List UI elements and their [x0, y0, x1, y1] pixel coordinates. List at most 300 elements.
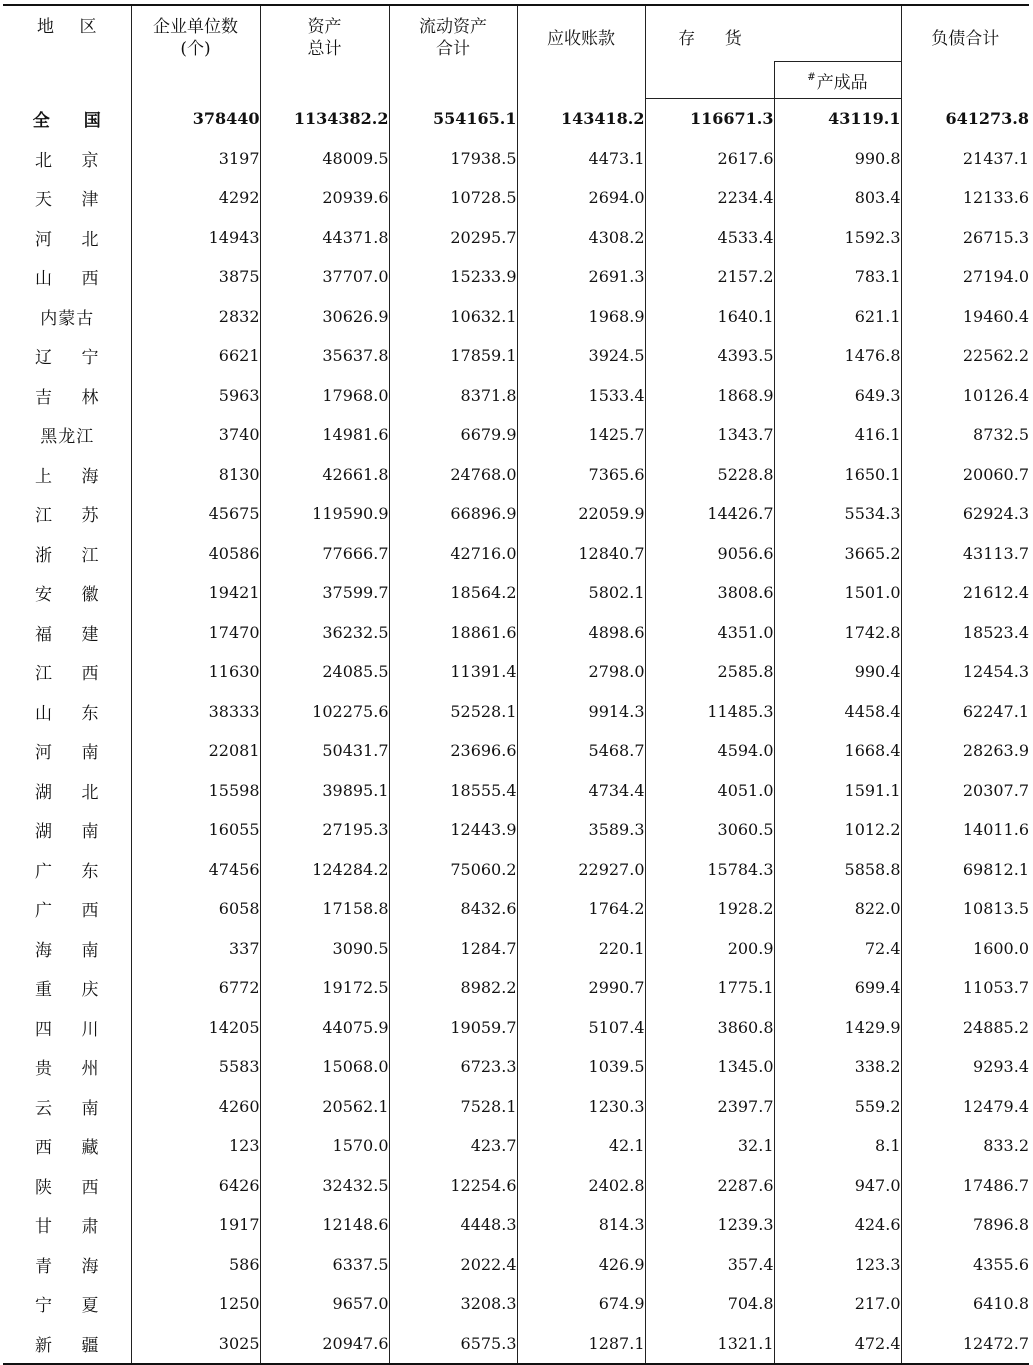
cell-region: 湖 北	[3, 771, 131, 811]
cell-assets: 20562.1	[260, 1087, 389, 1127]
cell-finished-goods: 621.1	[774, 297, 901, 337]
cell-assets: 20939.6	[260, 178, 389, 218]
cell-assets: 48009.5	[260, 139, 389, 179]
table-row	[3, 494, 1029, 534]
cell-assets: 77666.7	[260, 534, 389, 574]
cell-liabilities: 10126.4	[901, 376, 1029, 416]
cell-receivables: 22059.9	[517, 494, 645, 534]
cell-assets: 12148.6	[260, 1205, 389, 1245]
cell-finished-goods: 559.2	[774, 1087, 901, 1127]
cell-current-assets: 19059.7	[389, 1008, 517, 1048]
cell-receivables: 3589.3	[517, 810, 645, 850]
table-row	[3, 1047, 1029, 1087]
cell-inventory: 32.1	[645, 1126, 774, 1166]
cell-finished-goods: 3665.2	[774, 534, 901, 574]
cell-inventory: 3860.8	[645, 1008, 774, 1048]
cell-units: 3740	[131, 415, 260, 455]
cell-finished-goods: 123.3	[774, 1245, 901, 1285]
cell-current-assets: 52528.1	[389, 692, 517, 732]
table-row	[3, 731, 1029, 771]
cell-finished-goods: 1591.1	[774, 771, 901, 811]
cell-assets: 37707.0	[260, 257, 389, 297]
table-row	[3, 692, 1029, 732]
cell-current-assets: 6575.3	[389, 1324, 517, 1365]
cell-liabilities: 9293.4	[901, 1047, 1029, 1087]
table-row	[3, 573, 1029, 613]
cell-current-assets: 18861.6	[389, 613, 517, 653]
cell-finished-goods: 947.0	[774, 1166, 901, 1206]
cell-finished-goods: 783.1	[774, 257, 901, 297]
cell-liabilities: 20060.7	[901, 455, 1029, 495]
cell-liabilities: 28263.9	[901, 731, 1029, 771]
cell-units: 6058	[131, 889, 260, 929]
cell-finished-goods: 1501.0	[774, 573, 901, 613]
cell-assets: 20947.6	[260, 1324, 389, 1365]
cell-receivables: 4734.4	[517, 771, 645, 811]
header-region-label: 地 区	[37, 17, 107, 37]
cell-current-assets: 18564.2	[389, 573, 517, 613]
cell-finished-goods: 72.4	[774, 929, 901, 969]
cell-units: 6426	[131, 1166, 260, 1206]
cell-units: 15598	[131, 771, 260, 811]
cell-units: 22081	[131, 731, 260, 771]
table-row	[3, 534, 1029, 574]
cell-inventory: 2585.8	[645, 652, 774, 692]
cell-receivables: 5468.7	[517, 731, 645, 771]
table-row	[3, 889, 1029, 929]
table-row	[3, 652, 1029, 692]
cell-finished-goods: 990.4	[774, 652, 901, 692]
cell-receivables: 3924.5	[517, 336, 645, 376]
cell-liabilities: 4355.6	[901, 1245, 1029, 1285]
cell-liabilities: 14011.6	[901, 810, 1029, 850]
header-finished-goods-mark: #	[807, 71, 816, 83]
cell-receivables: 220.1	[517, 929, 645, 969]
cell-assets: 30626.9	[260, 297, 389, 337]
cell-receivables: 2694.0	[517, 178, 645, 218]
cell-finished-goods: 990.8	[774, 139, 901, 179]
table-body	[3, 99, 1029, 1365]
header-liabilities	[901, 5, 1029, 99]
cell-assets: 17968.0	[260, 376, 389, 416]
cell-assets: 102275.6	[260, 692, 389, 732]
cell-assets: 50431.7	[260, 731, 389, 771]
cell-finished-goods: 822.0	[774, 889, 901, 929]
cell-liabilities: 21612.4	[901, 573, 1029, 613]
table-row	[3, 336, 1029, 376]
table-row	[3, 376, 1029, 416]
cell-region: 河 南	[3, 731, 131, 771]
cell-region: 天 津	[3, 178, 131, 218]
cell-liabilities: 17486.7	[901, 1166, 1029, 1206]
cell-finished-goods: 5858.8	[774, 850, 901, 890]
cell-assets: 15068.0	[260, 1047, 389, 1087]
table-row	[3, 850, 1029, 890]
cell-units: 14943	[131, 218, 260, 258]
cell-region: 陕 西	[3, 1166, 131, 1206]
cell-assets: 124284.2	[260, 850, 389, 890]
cell-liabilities: 8732.5	[901, 415, 1029, 455]
table-row	[3, 218, 1029, 258]
cell-region: 上 海	[3, 455, 131, 495]
cell-units: 16055	[131, 810, 260, 850]
cell-inventory: 1868.9	[645, 376, 774, 416]
header-region	[3, 5, 131, 99]
cell-finished-goods: 8.1	[774, 1126, 901, 1166]
cell-assets: 32432.5	[260, 1166, 389, 1206]
cell-inventory: 2157.2	[645, 257, 774, 297]
cell-current-assets: 6723.3	[389, 1047, 517, 1087]
cell-region: 云 南	[3, 1087, 131, 1127]
cell-region: 内蒙古	[3, 297, 131, 337]
cell-finished-goods: 649.3	[774, 376, 901, 416]
cell-liabilities: 27194.0	[901, 257, 1029, 297]
cell-finished-goods: 4458.4	[774, 692, 901, 732]
header-assets-line1: 资产	[307, 17, 342, 37]
cell-assets: 3090.5	[260, 929, 389, 969]
cell-finished-goods: 416.1	[774, 415, 901, 455]
table-row	[3, 415, 1029, 455]
cell-inventory: 9056.6	[645, 534, 774, 574]
cell-units: 4260	[131, 1087, 260, 1127]
cell-region: 甘 肃	[3, 1205, 131, 1245]
cell-units: 1917	[131, 1205, 260, 1245]
cell-receivables: 12840.7	[517, 534, 645, 574]
cell-liabilities: 62247.1	[901, 692, 1029, 732]
header-receivables	[517, 5, 645, 99]
header-liabilities-label: 负债合计	[931, 29, 1000, 49]
cell-assets: 35637.8	[260, 336, 389, 376]
cell-current-assets: 75060.2	[389, 850, 517, 890]
cell-inventory: 4051.0	[645, 771, 774, 811]
cell-region: 新 疆	[3, 1324, 131, 1365]
cell-units: 6772	[131, 968, 260, 1008]
cell-liabilities: 22562.2	[901, 336, 1029, 376]
cell-units: 378440	[131, 99, 260, 139]
cell-region: 江 西	[3, 652, 131, 692]
cell-region: 贵 州	[3, 1047, 131, 1087]
cell-inventory: 1345.0	[645, 1047, 774, 1087]
table-row	[3, 455, 1029, 495]
cell-region: 福 建	[3, 613, 131, 653]
table-row	[3, 929, 1029, 969]
cell-current-assets: 11391.4	[389, 652, 517, 692]
cell-region: 重 庆	[3, 968, 131, 1008]
cell-inventory: 3060.5	[645, 810, 774, 850]
cell-current-assets: 6679.9	[389, 415, 517, 455]
cell-inventory: 2287.6	[645, 1166, 774, 1206]
cell-units: 8130	[131, 455, 260, 495]
cell-assets: 44371.8	[260, 218, 389, 258]
cell-current-assets: 7528.1	[389, 1087, 517, 1127]
header-assets	[260, 5, 389, 99]
cell-units: 14205	[131, 1008, 260, 1048]
cell-units: 4292	[131, 178, 260, 218]
cell-assets: 27195.3	[260, 810, 389, 850]
cell-finished-goods: 5534.3	[774, 494, 901, 534]
table-row	[3, 139, 1029, 179]
cell-receivables: 1230.3	[517, 1087, 645, 1127]
cell-inventory: 4393.5	[645, 336, 774, 376]
cell-inventory: 4533.4	[645, 218, 774, 258]
cell-receivables: 1287.1	[517, 1324, 645, 1365]
cell-region: 河 北	[3, 218, 131, 258]
cell-receivables: 4473.1	[517, 139, 645, 179]
cell-units: 17470	[131, 613, 260, 653]
cell-units: 1250	[131, 1284, 260, 1324]
table-row	[3, 297, 1029, 337]
cell-assets: 17158.8	[260, 889, 389, 929]
cell-liabilities: 62924.3	[901, 494, 1029, 534]
cell-region: 黑龙江	[3, 415, 131, 455]
table-row-total	[3, 99, 1029, 139]
cell-inventory: 2397.7	[645, 1087, 774, 1127]
cell-units: 47456	[131, 850, 260, 890]
cell-liabilities: 12454.3	[901, 652, 1029, 692]
cell-liabilities: 12133.6	[901, 178, 1029, 218]
cell-receivables: 1533.4	[517, 376, 645, 416]
header-units	[131, 5, 260, 99]
cell-inventory: 1239.3	[645, 1205, 774, 1245]
cell-units: 38333	[131, 692, 260, 732]
cell-units: 586	[131, 1245, 260, 1285]
table-row	[3, 810, 1029, 850]
cell-liabilities: 18523.4	[901, 613, 1029, 653]
cell-region: 安 徽	[3, 573, 131, 613]
cell-inventory: 2234.4	[645, 178, 774, 218]
cell-receivables: 143418.2	[517, 99, 645, 139]
cell-inventory: 1343.7	[645, 415, 774, 455]
cell-finished-goods: 1429.9	[774, 1008, 901, 1048]
cell-current-assets: 42716.0	[389, 534, 517, 574]
cell-units: 3875	[131, 257, 260, 297]
cell-current-assets: 23696.6	[389, 731, 517, 771]
cell-current-assets: 423.7	[389, 1126, 517, 1166]
cell-liabilities: 7896.8	[901, 1205, 1029, 1245]
cell-finished-goods: 338.2	[774, 1047, 901, 1087]
cell-inventory: 4351.0	[645, 613, 774, 653]
header-units-line1: 企业单位数	[153, 17, 238, 37]
cell-units: 5583	[131, 1047, 260, 1087]
cell-finished-goods: 1476.8	[774, 336, 901, 376]
cell-finished-goods: 424.6	[774, 1205, 901, 1245]
cell-finished-goods: 1650.1	[774, 455, 901, 495]
cell-receivables: 1764.2	[517, 889, 645, 929]
cell-units: 2832	[131, 297, 260, 337]
table-row	[3, 1087, 1029, 1127]
cell-current-assets: 554165.1	[389, 99, 517, 139]
cell-current-assets: 1284.7	[389, 929, 517, 969]
header-current-assets	[389, 5, 517, 99]
cell-units: 19421	[131, 573, 260, 613]
header-current-assets-line1: 流动资产	[419, 17, 487, 37]
cell-region: 山 西	[3, 257, 131, 297]
cell-assets: 36232.5	[260, 613, 389, 653]
header-finished-goods-label: 产成品	[816, 72, 868, 93]
cell-region: 广 东	[3, 850, 131, 890]
table-row	[3, 771, 1029, 811]
cell-receivables: 814.3	[517, 1205, 645, 1245]
header-inventory-label: 存 货	[678, 29, 754, 49]
table-row	[3, 257, 1029, 297]
cell-region: 北 京	[3, 139, 131, 179]
cell-liabilities: 12472.7	[901, 1324, 1029, 1365]
cell-assets: 119590.9	[260, 494, 389, 534]
cell-inventory: 11485.3	[645, 692, 774, 732]
cell-current-assets: 12254.6	[389, 1166, 517, 1206]
cell-inventory: 1321.1	[645, 1324, 774, 1365]
cell-finished-goods: 803.4	[774, 178, 901, 218]
header-receivables-label: 应收账款	[547, 29, 615, 49]
cell-liabilities: 833.2	[901, 1126, 1029, 1166]
cell-current-assets: 8432.6	[389, 889, 517, 929]
table-row	[3, 1245, 1029, 1285]
cell-current-assets: 8371.8	[389, 376, 517, 416]
cell-current-assets: 8982.2	[389, 968, 517, 1008]
header-inventory-spacer	[645, 62, 774, 99]
header-assets-line2: 总计	[307, 39, 342, 59]
cell-region: 四 川	[3, 1008, 131, 1048]
cell-liabilities: 6410.8	[901, 1284, 1029, 1324]
cell-inventory: 200.9	[645, 929, 774, 969]
cell-current-assets: 12443.9	[389, 810, 517, 850]
cell-units: 45675	[131, 494, 260, 534]
cell-receivables: 2798.0	[517, 652, 645, 692]
header-units-line2: (个)	[180, 39, 211, 59]
cell-inventory: 357.4	[645, 1245, 774, 1285]
cell-inventory: 2617.6	[645, 139, 774, 179]
table-row	[3, 1284, 1029, 1324]
cell-assets: 44075.9	[260, 1008, 389, 1048]
cell-receivables: 2402.8	[517, 1166, 645, 1206]
cell-assets: 6337.5	[260, 1245, 389, 1285]
cell-inventory: 116671.3	[645, 99, 774, 139]
cell-inventory: 5228.8	[645, 455, 774, 495]
cell-region: 西 藏	[3, 1126, 131, 1166]
cell-assets: 24085.5	[260, 652, 389, 692]
cell-finished-goods: 699.4	[774, 968, 901, 1008]
cell-inventory: 15784.3	[645, 850, 774, 890]
cell-region: 吉 林	[3, 376, 131, 416]
table-row	[3, 1008, 1029, 1048]
cell-units: 337	[131, 929, 260, 969]
regional-enterprise-table	[3, 4, 1029, 1365]
cell-receivables: 4308.2	[517, 218, 645, 258]
cell-current-assets: 17938.5	[389, 139, 517, 179]
cell-region: 浙 江	[3, 534, 131, 574]
cell-receivables: 1425.7	[517, 415, 645, 455]
cell-finished-goods: 1742.8	[774, 613, 901, 653]
cell-current-assets: 3208.3	[389, 1284, 517, 1324]
table-row	[3, 1166, 1029, 1206]
cell-current-assets: 18555.4	[389, 771, 517, 811]
cell-receivables: 426.9	[517, 1245, 645, 1285]
cell-receivables: 1968.9	[517, 297, 645, 337]
cell-units: 11630	[131, 652, 260, 692]
header-current-assets-line2: 合计	[436, 39, 470, 59]
cell-region: 广 西	[3, 889, 131, 929]
cell-receivables: 5802.1	[517, 573, 645, 613]
cell-finished-goods: 1668.4	[774, 731, 901, 771]
cell-receivables: 7365.6	[517, 455, 645, 495]
cell-region: 山 东	[3, 692, 131, 732]
cell-finished-goods: 1592.3	[774, 218, 901, 258]
cell-current-assets: 2022.4	[389, 1245, 517, 1285]
cell-region: 青 海	[3, 1245, 131, 1285]
cell-units: 6621	[131, 336, 260, 376]
header-finished-goods	[774, 62, 901, 99]
cell-units: 40586	[131, 534, 260, 574]
cell-current-assets: 4448.3	[389, 1205, 517, 1245]
cell-finished-goods: 472.4	[774, 1324, 901, 1365]
cell-receivables: 2990.7	[517, 968, 645, 1008]
cell-units: 123	[131, 1126, 260, 1166]
cell-inventory: 3808.6	[645, 573, 774, 613]
cell-current-assets: 24768.0	[389, 455, 517, 495]
cell-inventory: 1775.1	[645, 968, 774, 1008]
table-header	[3, 5, 1029, 99]
cell-inventory: 14426.7	[645, 494, 774, 534]
cell-liabilities: 12479.4	[901, 1087, 1029, 1127]
cell-receivables: 9914.3	[517, 692, 645, 732]
cell-liabilities: 1600.0	[901, 929, 1029, 969]
cell-units: 3025	[131, 1324, 260, 1365]
cell-current-assets: 10632.1	[389, 297, 517, 337]
cell-receivables: 2691.3	[517, 257, 645, 297]
table-row	[3, 1126, 1029, 1166]
cell-liabilities: 11053.7	[901, 968, 1029, 1008]
cell-assets: 39895.1	[260, 771, 389, 811]
cell-liabilities: 43113.7	[901, 534, 1029, 574]
cell-inventory: 4594.0	[645, 731, 774, 771]
cell-assets: 37599.7	[260, 573, 389, 613]
cell-liabilities: 69812.1	[901, 850, 1029, 890]
cell-inventory: 1640.1	[645, 297, 774, 337]
cell-receivables: 674.9	[517, 1284, 645, 1324]
cell-assets: 1570.0	[260, 1126, 389, 1166]
cell-liabilities: 20307.7	[901, 771, 1029, 811]
cell-region: 全 国	[3, 99, 131, 139]
cell-receivables: 5107.4	[517, 1008, 645, 1048]
cell-units: 3197	[131, 139, 260, 179]
table-row	[3, 178, 1029, 218]
cell-assets: 14981.6	[260, 415, 389, 455]
cell-receivables: 1039.5	[517, 1047, 645, 1087]
table-row	[3, 968, 1029, 1008]
cell-liabilities: 21437.1	[901, 139, 1029, 179]
cell-receivables: 22927.0	[517, 850, 645, 890]
cell-region: 辽 宁	[3, 336, 131, 376]
cell-finished-goods: 43119.1	[774, 99, 901, 139]
cell-liabilities: 26715.3	[901, 218, 1029, 258]
table-row	[3, 613, 1029, 653]
cell-assets: 42661.8	[260, 455, 389, 495]
table-row	[3, 1205, 1029, 1245]
cell-inventory: 704.8	[645, 1284, 774, 1324]
cell-assets: 19172.5	[260, 968, 389, 1008]
cell-current-assets: 17859.1	[389, 336, 517, 376]
cell-assets: 9657.0	[260, 1284, 389, 1324]
cell-region: 江 苏	[3, 494, 131, 534]
cell-region: 海 南	[3, 929, 131, 969]
cell-liabilities: 641273.8	[901, 99, 1029, 139]
cell-liabilities: 10813.5	[901, 889, 1029, 929]
header-inventory	[645, 5, 901, 62]
table-row	[3, 1324, 1029, 1365]
cell-receivables: 42.1	[517, 1126, 645, 1166]
cell-region: 湖 南	[3, 810, 131, 850]
cell-receivables: 4898.6	[517, 613, 645, 653]
